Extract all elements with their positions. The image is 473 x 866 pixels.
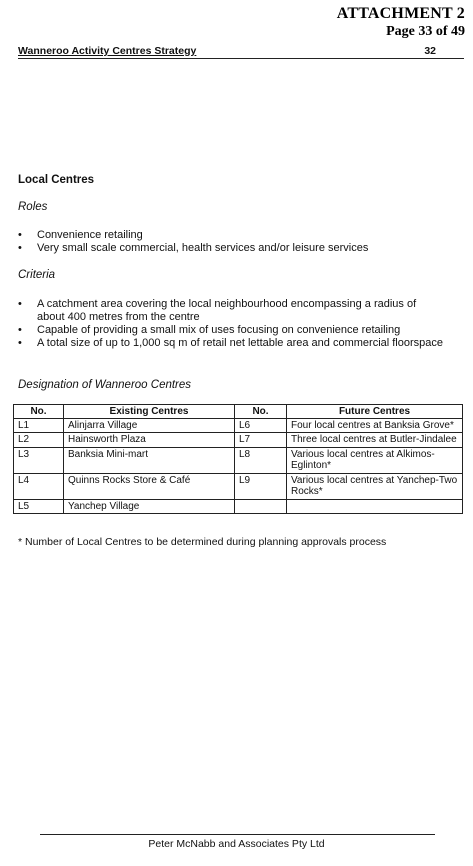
cell: Four local centres at Banksia Grove* xyxy=(287,418,463,433)
cell: Banksia Mini-mart xyxy=(64,447,235,473)
roles-item: • Convenience retailing xyxy=(18,229,368,242)
centres-table xyxy=(13,404,463,514)
cell: L7 xyxy=(235,433,287,448)
cell: L5 xyxy=(14,499,64,514)
cell: L6 xyxy=(235,418,287,433)
cell: Quinns Rocks Store & Café xyxy=(64,473,235,499)
table-row xyxy=(14,418,463,433)
table-footnote: * Number of Local Centres to be determined during planning approvals process xyxy=(18,536,387,548)
col-header-no-future: No. xyxy=(235,405,287,419)
roles-item: • Very small scale commercial, health services and/or leisure services xyxy=(18,242,368,255)
table-row xyxy=(14,473,463,499)
cell xyxy=(235,499,287,514)
table-row xyxy=(14,447,463,473)
cell: Hainsworth Plaza xyxy=(64,433,235,448)
table-row xyxy=(14,433,463,448)
roles-label: Roles xyxy=(18,201,48,213)
attachment-title: ATTACHMENT 2 xyxy=(336,5,465,22)
designation-label: Designation of Wanneroo Centres xyxy=(18,379,192,391)
criteria-item: • Capable of providing a small mix of uses focusing on convenience retailing xyxy=(18,324,443,337)
col-header-no: No. xyxy=(14,405,64,419)
attachment-page-count: Page 33 of 49 xyxy=(386,24,465,39)
running-header xyxy=(18,45,464,59)
cell: L8 xyxy=(235,447,287,473)
cell: L9 xyxy=(235,473,287,499)
col-header-existing: Existing Centres xyxy=(64,405,235,419)
cell: L3 xyxy=(14,447,64,473)
criteria-list xyxy=(18,298,443,350)
cell xyxy=(287,499,463,514)
cell: Various local centres at Yanchep-Two Rocks* xyxy=(287,473,463,499)
cell: Various local centres at Alkimos-Eglinton* xyxy=(287,447,463,473)
cell: L4 xyxy=(14,473,64,499)
page-number: 32 xyxy=(424,45,436,57)
table-row xyxy=(14,499,463,514)
document-title: Wanneroo Activity Centres Strategy xyxy=(18,45,197,57)
criteria-label: Criteria xyxy=(18,269,56,281)
roles-list xyxy=(18,229,368,255)
cell: Alinjarra Village xyxy=(64,418,235,433)
footer-text: Peter McNabb and Associates Pty Ltd xyxy=(148,838,325,850)
table-header-row xyxy=(14,405,463,419)
criteria-item: • A total size of up to 1,000 sq m of retail net lettable area and commercial floorspace xyxy=(18,337,443,350)
footer-divider xyxy=(40,834,435,835)
cell: L2 xyxy=(14,433,64,448)
section-heading: Local Centres xyxy=(18,174,95,186)
cell: Three local centres at Butler-Jindalee xyxy=(287,433,463,448)
col-header-future: Future Centres xyxy=(287,405,463,419)
criteria-item: • A catchment area covering the local neighbourhood encompassing a radius of about 400 metres from the centre xyxy=(18,298,443,324)
cell: L1 xyxy=(14,418,64,433)
cell: Yanchep Village xyxy=(64,499,235,514)
